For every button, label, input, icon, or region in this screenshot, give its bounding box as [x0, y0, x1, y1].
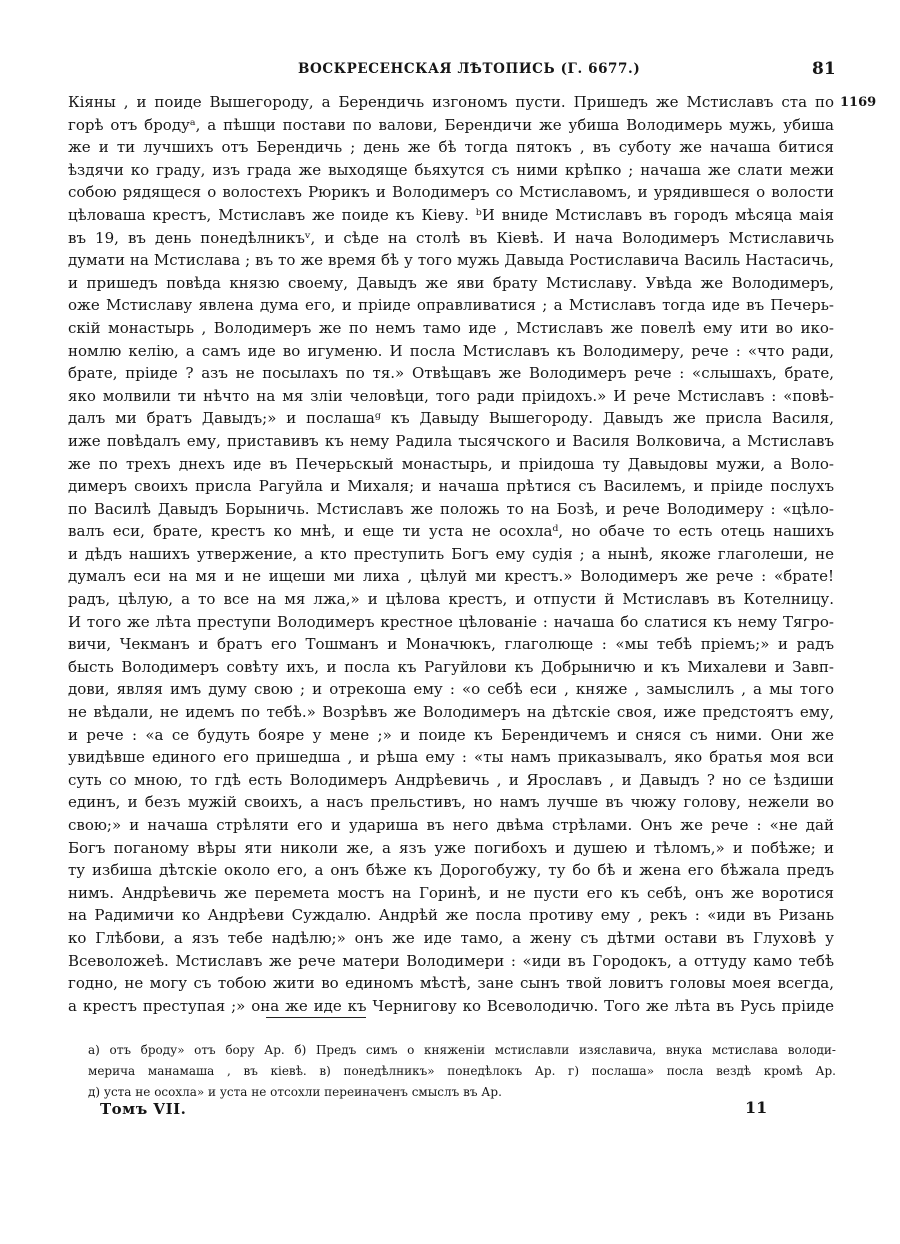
text-line: Всеволожеѣ. Мстиславъ же рече матери Володимери : «иди въ Городокъ, а оттуду камо тебѣ [68, 951, 834, 970]
text-line: не вѣдали, не идемъ по тебѣ.» Возрѣвъ же Володимеръ на дѣтскіе своя, иже предстоятъ ему, [68, 703, 834, 722]
text-line: а крестъ преступая ;» она же иде къ Чернигову ко Всеволодичю. Того же лѣта въ Русь пріиде [68, 996, 834, 1015]
text-line: суть со мною, то гдѣ есть Володимеръ Андрѣевичь , и Ярославъ , и Давыдъ ? но се ѣздиши [68, 770, 834, 789]
text-line: свою;» и начаша стрѣляти его и удариша въ него двѣма стрѣлами. Онъ же рече : «не дай [68, 816, 834, 834]
volume-label: Томъ VII. [100, 1100, 187, 1118]
chronicle-text [68, 91, 834, 1017]
text-line: въ 19, въ день понедѣлникъᵛ, и сѣде на столѣ въ Кіевѣ. И нача Володимеръ Мстиславичь [68, 228, 834, 247]
text-line: далъ ми братъ Давыдъ;» и послашаᵍ къ Давыду Вышегороду. Давыдъ же присла Василя, [68, 409, 834, 428]
text-line: же и ти лучшихъ отъ Берендичь ; день же бѣ тогда пятокъ , въ суботу же начаша битися [68, 138, 834, 157]
text-line: единъ, и безъ мужій своихъ, а насъ прельстивъ, но намъ лучше въ чюжу голову, нежели во [68, 793, 834, 812]
text-line: ѣздячи ко граду, изъ града же выходяще бьяхутся съ ними крѣпко ; начаша же слати межи [68, 160, 834, 179]
text-line: яко молвили ти нѣчто на мя зліи человѣци, того ради пріидохъ.» И рече Мстиславъ : «повѣ- [68, 386, 834, 405]
text-line: цѣловаша крестъ, Мстиславъ же поиде къ Кіеву. ᵇИ вниде Мстиславъ въ городъ мѣсяца маія [68, 205, 834, 224]
text-line: думати на Мстислава ; въ то же время бѣ у того мужь Давыда Ростиславича Василь Настасичь, [68, 251, 834, 270]
footnote-line: мерича манамаша , въ кіевѣ. в) понедѣлникъ» понедѣлокъ Ар. г) послаша» посла вездѣ кромѣ Ар. [88, 1064, 836, 1078]
text-line: иже повѣдалъ ему, приставивъ къ нему Радила тысячского и Василя Волковича, а Мстиславъ [68, 431, 834, 450]
text-line: Кіяны , и поиде Вышегороду, а Берендичь изгономъ пусти. Пришедъ же Мстиславъ ста по [68, 93, 834, 111]
text-line: же по трехъ днехъ иде въ Печерьскый монастырь, и пріидоша ту Давыдовы мужи, а Воло- [68, 454, 834, 473]
running-title: ВОСКРЕСЕНСКАЯ ЛѢТОПИСЬ (Г. 6677.) [298, 61, 641, 77]
text-line: по Василѣ Давыдъ Борыничь. Мстиславъ же положь то на Бозѣ, и рече Володимеру : «цѣло- [68, 499, 834, 518]
text-line: увидѣвше единого его пришедша , и рѣша ему : «ты намъ приказывалъ, яко братья моя вси [68, 748, 834, 767]
footnote-line: а) отъ броду» отъ бору Ар. б) Предъ симъ о княженіи мстиславли изяславича, внука мстислава володи- [88, 1043, 836, 1057]
text-line: собою рядящеся о волостехъ Рюрикъ и Володимеръ со Мстиславомъ, и урядившеся о волости [68, 183, 834, 202]
text-line: Богъ поганому вѣры яти николи же, а язъ уже погибохъ и душею и тѣломъ,» и побѣже; и [68, 838, 834, 857]
page-number: 81 [812, 59, 836, 79]
text-line: оже Мстиславу явлена дума его, и пріиде оправливатися ; а Мстиславъ тогда иде въ Печерь- [68, 296, 834, 315]
text-line: скій монастырь , Володимеръ же по немъ тамо иде , Мстиславъ же повелѣ ему ити во ико- [68, 318, 834, 337]
text-line: думалъ еси на мя и не ищеши ми лиха , цѣлуй ми крестъ.» Володимеръ же рече : «брате! [68, 567, 834, 586]
text-line: вичи, Чекманъ и братъ его Тошманъ и Моначюкъ, глаголюще : «мы тебѣ пріемъ;» и радъ [68, 635, 834, 654]
text-line: и дѣдъ нашихъ утвержение, а кто преступить Богъ ему судія ; а нынѣ, якоже глаголеши, не [68, 544, 834, 563]
text-line: И того же лѣта преступи Володимеръ крестное цѣлованіе : начаша бо слатися къ нему Тягро- [68, 612, 834, 631]
text-line: ко Глѣбови, а язъ тебе надѣлю;» онъ же иде тамо, а жену съ дѣтми остави въ Глуховѣ у [68, 928, 834, 947]
text-line: и пришедъ повѣда князю своему, Давыдъ же яви брату Мстиславу. Увѣда же Володимеръ, [68, 273, 834, 292]
signature-mark: 11 [745, 1098, 768, 1117]
text-line: номлю келію, а самъ иде во игуменю. И посла Мстиславъ къ Володимеру, рече : «что ради, [68, 341, 834, 360]
text-line: ту избиша дѣтскіе около его, а онъ бѣже къ Дорогобужу, ту бо бѣ и жена его бѣжала предъ [68, 861, 834, 880]
footnotes [88, 1040, 836, 1103]
text-line: брате, пріиде ? азъ не посылахъ по тя.» Отвѣщавъ же Володимеръ рече : «слышахъ, брате, [68, 364, 834, 383]
text-line: нимъ. Андрѣевичь же перемета мостъ на Горинѣ, и не пусти его къ себѣ, онъ же воротися [68, 883, 834, 902]
text-line: димеръ своихъ присла Рагуйла и Михаля; и начаша прѣтися съ Василемъ, и пріиде послухъ [68, 477, 834, 496]
text-line: валъ еси, брате, крестъ ко мнѣ, и еще ти уста не осохлаᵈ, но обаче то есть отець нашихъ [68, 522, 834, 541]
text-line: на Радимичи ко Андрѣеви Суждалю. Андрѣй же посла противу ему , рекъ : «иди въ Ризань [68, 906, 834, 925]
text-line: и рече : «а се будуть бояре у мене ;» и поиде къ Берендичемъ и сняся съ ними. Они же [68, 725, 834, 744]
text-line: бысть Володимеръ совѣту ихъ, и посла къ Рагуйлови къ Добрыничю и къ Михалеви и Завп- [68, 657, 834, 676]
text-line: радъ, цѣлую, а то все на мя лжа,» и цѣлова крестъ, и отпусти й Мстиславъ въ Котелницу. [68, 590, 834, 609]
text-line: горѣ отъ бродуᵃ, а пѣшци постави по валови, Берендичи же убиша Володимерь мужь, убиша [68, 115, 834, 134]
footnote-line: д) уста не осохла» и уста не отсохли переиначенъ смыслъ въ Ар. [88, 1085, 502, 1099]
footnote-divider [266, 1017, 366, 1018]
text-line: годно, не могу съ тобою жити во единомъ мѣстѣ, зане сынъ твой ловитъ головы моея всегда, [68, 974, 834, 993]
margin-year-note: 1169 [840, 95, 877, 110]
running-head [0, 59, 900, 81]
text-line: дови, являя имъ думу свою ; и отрекоша ему : «о себѣ еси , княже , замыслилъ , а мы того [68, 680, 834, 699]
